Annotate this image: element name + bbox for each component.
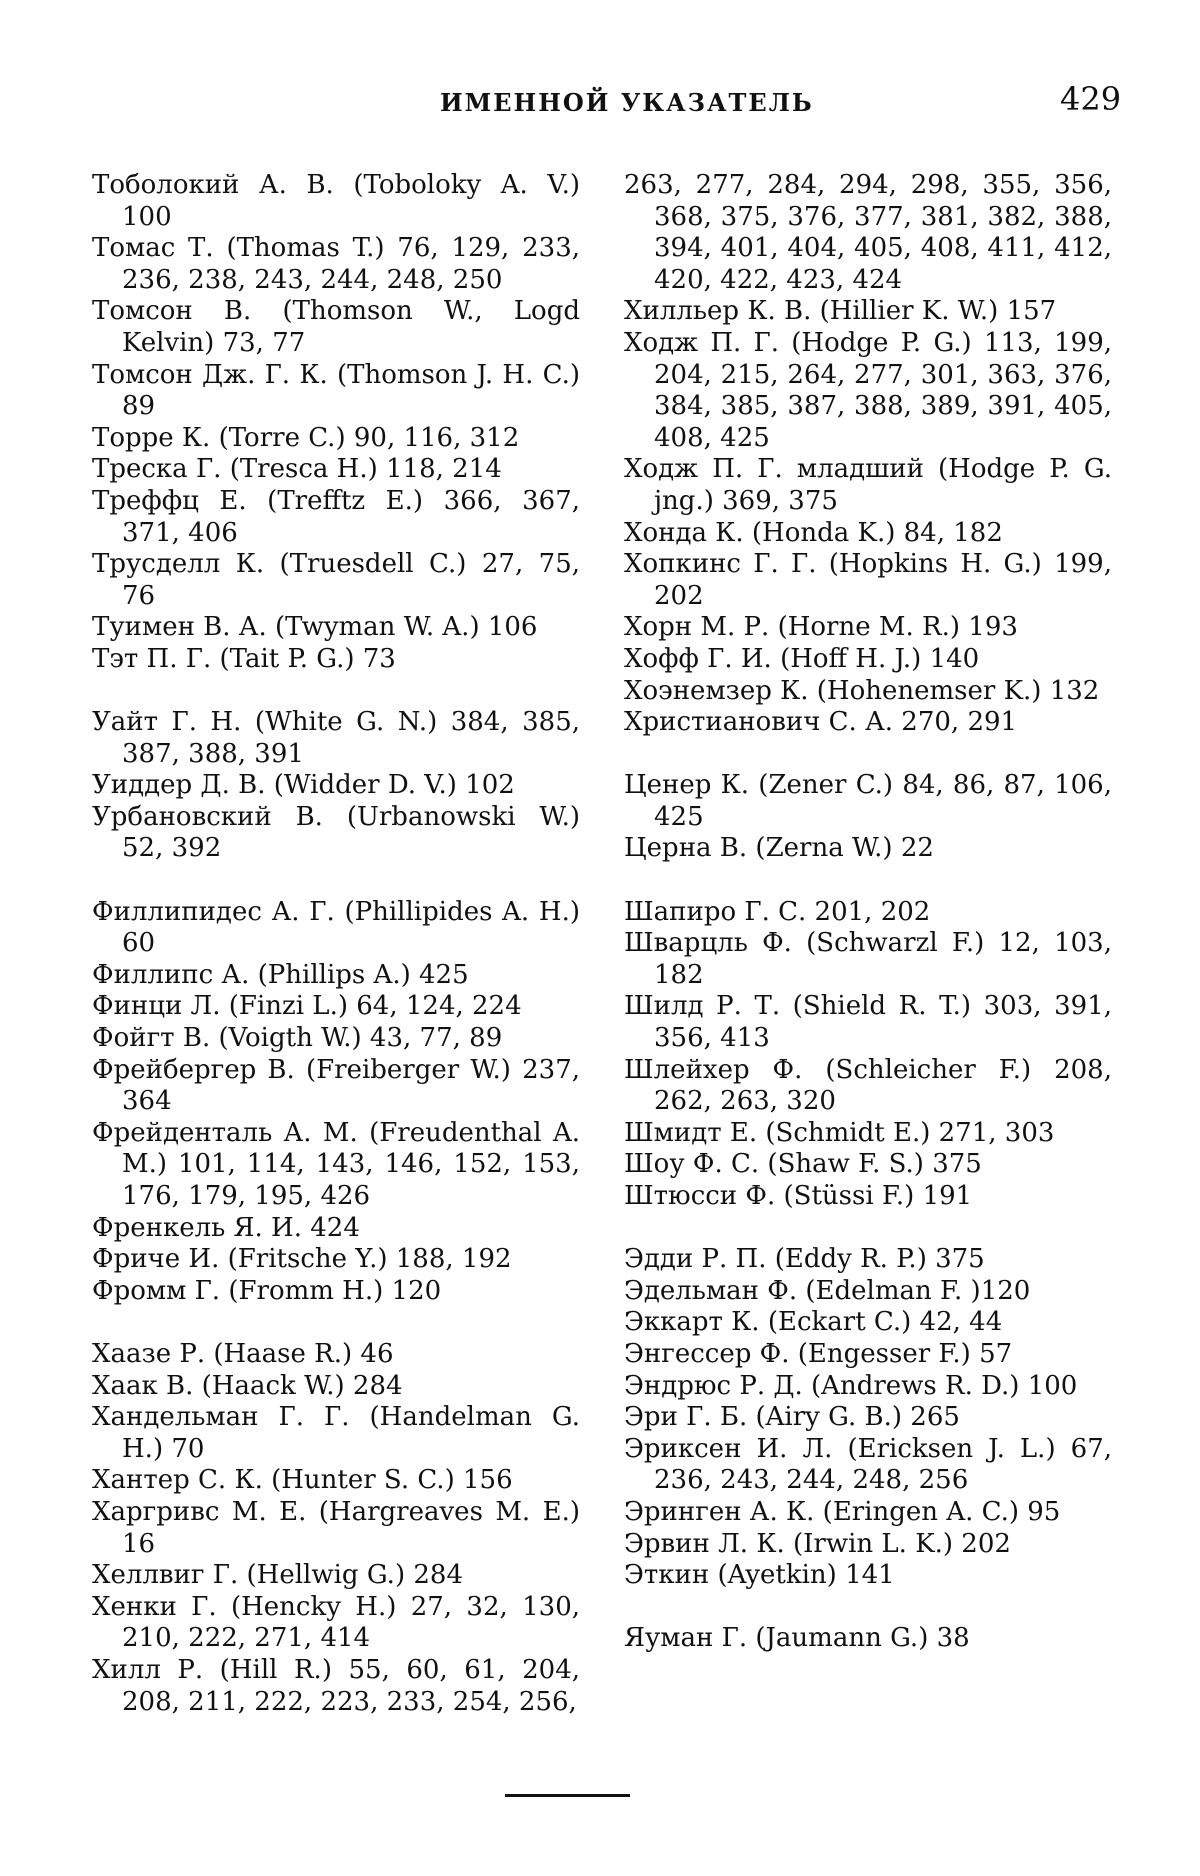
index-entry: Томсон Дж. Г. К. (Thomson J. H. C.) 89 — [92, 359, 580, 422]
page-number: 429 — [1060, 80, 1122, 118]
index-entry: Эриксен И. Л. (Ericksen J. L.) 67, 236, 243, 244, 248, 256 — [624, 1433, 1112, 1496]
index-entry: Эдди Р. П. (Eddy R. P.) 375 — [624, 1244, 985, 1275]
index-entry: Христианович С. А. 270, 291 — [624, 707, 1018, 738]
section-gap — [624, 1592, 1112, 1624]
index-entry: Эдельман Ф. (Edelman F. )120 — [624, 1275, 1031, 1306]
index-entry: Шилд Р. Т. (Shield R. T.) 303, 391, 356, 413 — [624, 991, 1112, 1054]
index-entry: Хопкинс Г. Г. (Hopkins H. G.) 199, 202 — [624, 549, 1112, 611]
index-entry: Хаак В. (Haack W.) 284 — [92, 1370, 403, 1401]
index-entry: Эри Г. Б. (Airy G. B.) 265 — [624, 1402, 960, 1433]
index-entry: Шлейхер Ф. (Schleicher F.) 208, 262, 263, 320 — [624, 1054, 1112, 1117]
index-entry: Треска Г. (Tresca H.) 118, 214 — [92, 454, 502, 485]
section-gap — [624, 865, 1112, 897]
index-entry: Хоэнемзер К. (Hohenemser K.) 132 — [624, 675, 1100, 706]
index-entry: Финци Л. (Finzi L.) 64, 124, 224 — [92, 991, 522, 1022]
index-entry: Ходж П. Г. младший (Hodge P. G. jng.) 369, 375 — [624, 454, 1112, 516]
index-entry: Филлипс А. (Phillips A.) 425 — [92, 959, 469, 990]
index-column-left — [92, 170, 580, 1718]
section-gap — [92, 1307, 580, 1339]
index-entry: Церна В. (Zerna W.) 22 — [624, 833, 934, 864]
index-entry: Эткин (Ayetkin) 141 — [624, 1560, 895, 1591]
index-entry: Фрейбергер В. (Freiberger W.) 237, 364 — [92, 1054, 580, 1117]
index-entry: Фромм Г. (Fromm H.) 120 — [92, 1275, 442, 1306]
index-entry: Тэт П. Г. (Tait P. G.) 73 — [92, 643, 396, 674]
index-column-right — [624, 170, 1112, 1655]
index-entry: Треффц Е. (Trefftz E.) 366, 367, 371, 406 — [92, 485, 580, 548]
index-entry: Хеллвиг Г. (Hellwig G.) 284 — [92, 1560, 463, 1591]
index-entry: Томас Т. (Thomas T.) 76, 129, 233, 236, 238, 243, 244, 248, 250 — [92, 233, 580, 295]
index-entry: Хилльер К. В. (Hillier K. W.) 157 — [624, 296, 1057, 327]
end-rule — [505, 1794, 630, 1797]
index-entry: Эрвин Л. К. (Irwin L. K.) 202 — [624, 1528, 1011, 1559]
index-entry: Томсон В. (Thomson W., Logd Kelvin) 73, 77 — [92, 296, 580, 358]
index-entry: Эндрюс Р. Д. (Andrews R. D.) 100 — [624, 1370, 1078, 1401]
index-entry: Ценер К. (Zener C.) 84, 86, 87, 106, 425 — [624, 770, 1112, 832]
index-entry: Уиддер Д. В. (Widder D. V.) 102 — [92, 770, 515, 801]
index-entry: Шапиро Г. С. 201, 202 — [624, 896, 931, 927]
section-gap — [92, 865, 580, 897]
index-entry: Шоу Ф. С. (Shaw F. S.) 375 — [624, 1149, 982, 1180]
index-entry: Хорн М. Р. (Horne M. R.) 193 — [624, 612, 1018, 643]
index-entry: Фойгт В. (Voigth W.) 43, 77, 89 — [92, 1023, 503, 1054]
section-gap — [624, 739, 1112, 771]
index-entry: Филлипидес А. Г. (Phillipides A. H.) 60 — [92, 896, 580, 959]
index-entry: Харгривс М. Е. (Hargreaves M. E.) 16 — [92, 1496, 580, 1559]
index-entry: Торре К. (Torre C.) 90, 116, 312 — [92, 422, 520, 453]
index-entry: Ходж П. Г. (Hodge P. G.) 113, 199, 204, 215, 264, 277, 301, 363, 376, 384, 385, 387, 388, 389, 391, 405, 408, 425 — [624, 327, 1112, 453]
index-entry: Трусделл К. (Truesdell C.) 27, 75, 76 — [92, 549, 580, 611]
index-entry: Урбановский В. (Urbanowski W.) 52, 392 — [92, 801, 580, 864]
index-entry: Яуман Г. (Jaumann G.) 38 — [624, 1623, 970, 1654]
running-header: ИМЕННОЙ УКАЗАТЕЛЬ — [440, 88, 814, 117]
index-entry: Эринген А. К. (Eringen A. C.) 95 — [624, 1496, 1061, 1527]
index-entry: Хонда К. (Honda K.) 84, 182 — [624, 517, 1003, 548]
index-entry: 263, 277, 284, 294, 298, 355, 356, 368, 375, 376, 377, 381, 382, 388, 394, 401, 404, 405, 408, 411, 412, 420, 422, 423, 424 — [624, 170, 1112, 295]
index-entry: Хофф Г. И. (Hoff H. J.) 140 — [624, 643, 980, 674]
index-entry: Уайт Г. Н. (White G. N.) 384, 385, 387, 388, 391 — [92, 707, 580, 769]
index-entry: Хантер С. К. (Hunter S. C.) 156 — [92, 1465, 513, 1496]
index-entry: Фрейденталь А. М. (Freudenthal A. M.) 101, 114, 143, 146, 152, 153, 176, 179, 195, 426 — [92, 1117, 580, 1211]
index-entry: Штюсси Ф. (Stüssi F.) 191 — [624, 1181, 973, 1211]
index-entry: Френкель Я. И. 424 — [92, 1212, 360, 1243]
index-entry: Тоболокий А. В. (Toboloky A. V.) 100 — [92, 170, 580, 232]
index-entry: Туимен В. А. (Twyman W. A.) 106 — [92, 612, 538, 643]
index-entry: Шмидт Е. (Schmidt E.) 271, 303 — [624, 1117, 1055, 1148]
index-entry: Хаазе Р. (Haase R.) 46 — [92, 1338, 394, 1369]
section-gap — [624, 1213, 1112, 1245]
index-entry: Эккарт К. (Eckart C.) 42, 44 — [624, 1307, 1003, 1338]
index-entry: Шварцль Ф. (Schwarzl F.) 12, 103, 182 — [624, 928, 1112, 990]
index-entry: Хилл Р. (Hill R.) 55, 60, 61, 204, 208, 211, 222, 223, 233, 254, 256, — [92, 1654, 580, 1717]
index-entry: Хандельман Г. Г. (Handelman G. H.) 70 — [92, 1402, 580, 1464]
section-gap — [92, 676, 580, 708]
index-entry: Фриче И. (Fritsche Y.) 188, 192 — [92, 1244, 512, 1275]
index-entry: Энгессер Ф. (Engesser F.) 57 — [624, 1338, 1013, 1369]
index-entry: Хенки Г. (Hencky H.) 27, 32, 130, 210, 222, 271, 414 — [92, 1591, 580, 1654]
